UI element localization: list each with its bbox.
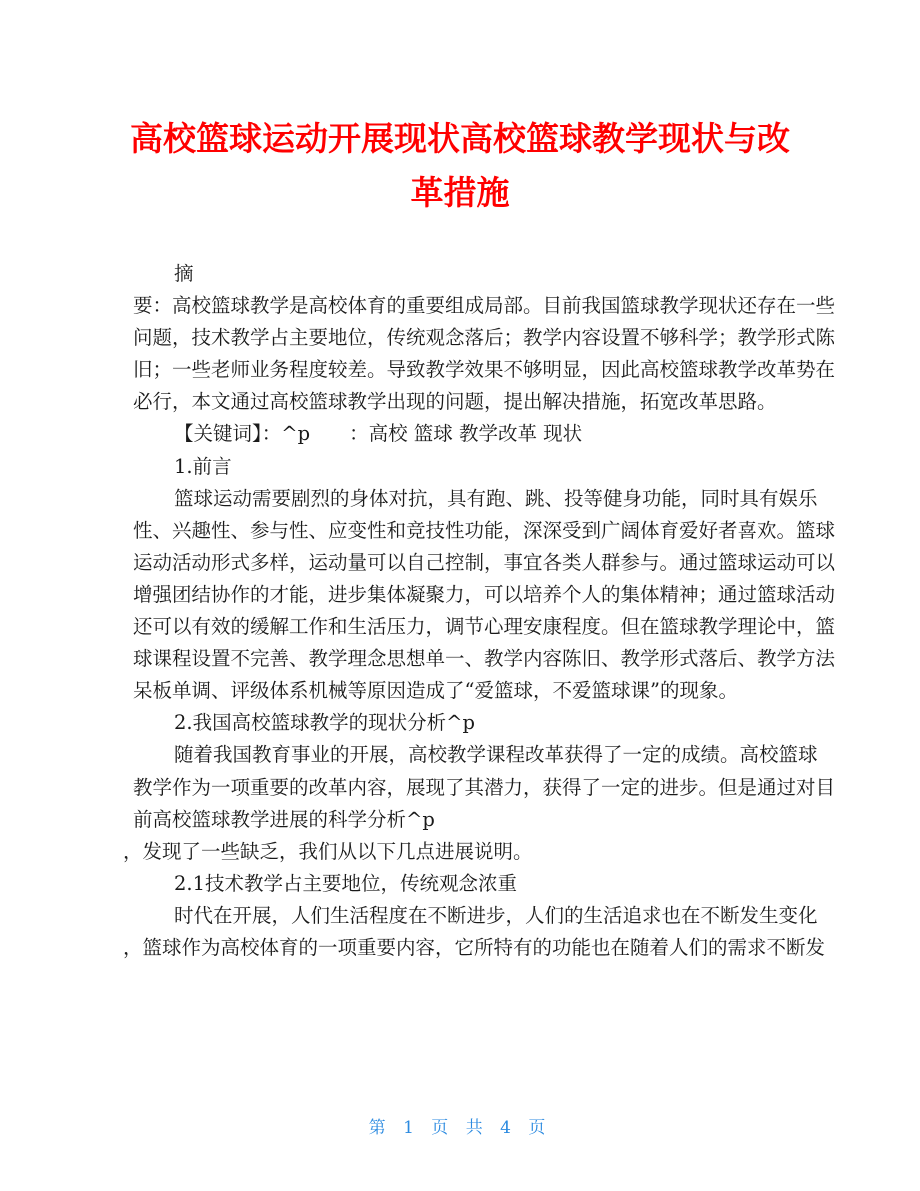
document-title	[120, 112, 800, 220]
text-line: 2.我国高校篮球教学的现状分析^p	[174, 711, 475, 735]
text-line: 【关键词】：^p ：高校 篮球 教学改革 现状	[174, 422, 583, 446]
text-line: 增强团结协作的才能，进步集体凝聚力，可以培养个人的集体精神；通过篮球活动	[133, 582, 836, 606]
text-line: 问题，技术教学占主要地位，传统观念落后；教学内容设置不够科学；教学形式陈	[133, 326, 836, 350]
text-line: 前高校篮球教学进展的科学分析^p	[133, 807, 435, 831]
text-line: 呆板单调、评级体系机械等原因造成了“爱篮球，不爱篮球课”的现象。	[133, 679, 738, 703]
text-line: 时代在开展，人们生活程度在不断进步，人们的生活追求也在不断发生变化	[174, 903, 818, 927]
text-line: 摘	[174, 262, 194, 285]
text-line: 还可以有效的缓解工作和生活压力，调节心理安康程度。但在篮球教学理论中，篮	[133, 615, 836, 639]
text-line: 运动活动形式多样，运动量可以自己控制，事宜各类人群参与。通过篮球运动可以	[133, 550, 836, 574]
text-line: 2.1技术教学占主要地位，传统观念浓重	[174, 871, 518, 895]
document-body	[123, 258, 836, 964]
text-line: 旧；一些老师业务程度较差。导致教学效果不够明显，因此高校篮球教学改革势在	[133, 358, 836, 382]
title-line-1: 高校篮球运动开展现状高校篮球教学现状与改	[130, 119, 790, 158]
text-line: ，发现了一些缺乏，我们从以下几点进展说明。	[123, 839, 533, 863]
text-line: 要：高校篮球教学是高校体育的重要组成局部。目前我国篮球教学现状还存在一些	[133, 294, 836, 318]
text-line: 球课程设置不完善、教学理念思想单一、教学内容陈旧、教学形式落后、教学方法	[133, 647, 836, 671]
text-line: 篮球运动需要剧烈的身体对抗，具有跑、跳、投等健身功能，同时具有娱乐	[174, 486, 818, 510]
text-line: 性、兴趣性、参与性、应变性和竞技性功能，深深受到广阔体育爱好者喜欢。篮球	[133, 518, 836, 542]
text-line: ，篮球作为高校体育的一项重要内容，它所特有的功能也在随着人们的需求不断发	[123, 935, 826, 959]
page-number-footer: 第 1 页 共 4 页	[368, 1118, 552, 1138]
text-line: 1.前言	[174, 454, 232, 478]
text-line: 随着我国教育事业的开展，高校教学课程改革获得了一定的成绩。高校篮球	[174, 743, 818, 767]
text-line: 必行，本文通过高校篮球教学出现的问题，提出解决措施，拓宽改革思路。	[133, 390, 777, 414]
text-line: 教学作为一项重要的改革内容，展现了其潜力，获得了一定的进步。但是通过对目	[133, 775, 836, 799]
title-line-2: 革措施	[410, 173, 510, 212]
